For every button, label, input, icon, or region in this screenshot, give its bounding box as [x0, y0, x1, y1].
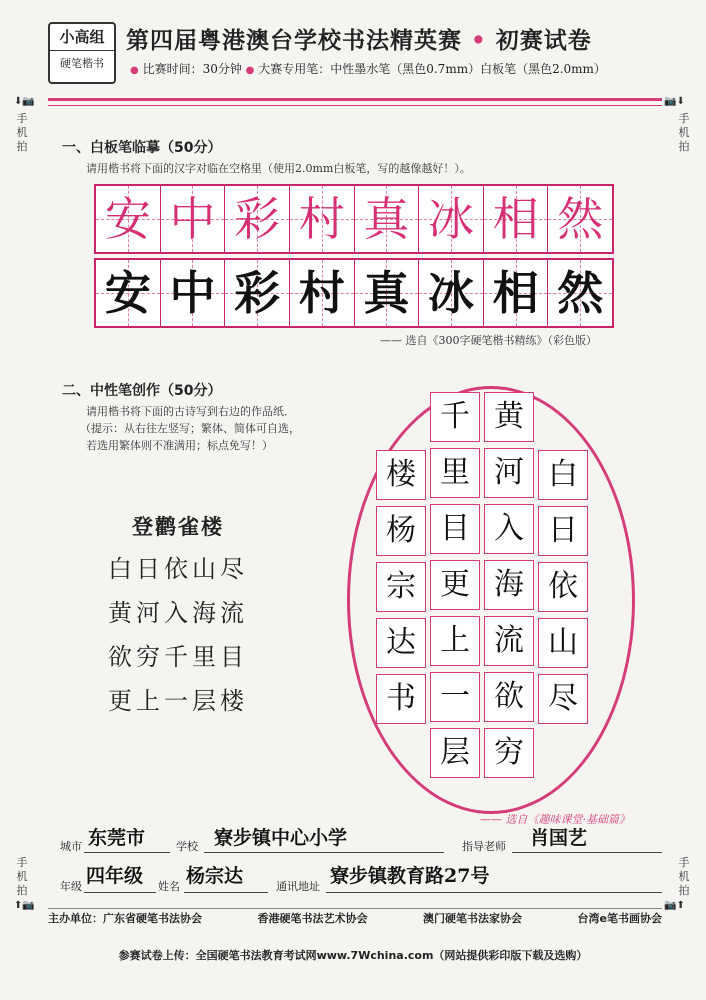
name-label: 姓名	[158, 880, 180, 893]
section2-note-line-3: 若选用繁体则不准满用；标点免写！）	[86, 439, 273, 452]
artwork-cell: 海	[484, 560, 534, 610]
artwork-cell: 入	[484, 504, 534, 554]
city-label: 城市	[60, 840, 82, 853]
artwork-column-4	[376, 450, 426, 724]
artwork-cell: 千	[430, 392, 480, 442]
section1-instructions: 请用楷书将下面的汉字对临在空格里（使用2.0mm白板笔，写的越像越好！）。	[86, 162, 471, 175]
written-cell	[484, 260, 549, 326]
written-char: 相	[492, 266, 539, 320]
model-char: 然	[557, 192, 604, 246]
model-char: 真	[363, 192, 410, 246]
organizer: 主办单位：广东省硬笔书法协会	[48, 912, 202, 925]
artwork-cell: 杨	[376, 506, 426, 556]
teacher-value[interactable]: 肖国艺	[530, 827, 588, 849]
group-badge	[48, 22, 116, 84]
poem-line: 白日依山尽	[108, 555, 248, 583]
grade-label: 年级	[60, 880, 82, 893]
section2-heading: 二、中性笔创作（50分）	[62, 383, 222, 399]
artwork-cell: 上	[430, 616, 480, 666]
teacher-label: 指导老师	[462, 840, 506, 853]
written-char: 彩	[234, 266, 281, 320]
camera-down-icon: ⬇📷	[14, 96, 35, 107]
artwork-cell: 里	[430, 448, 480, 498]
side-char: 手	[678, 112, 690, 125]
model-cell	[290, 186, 355, 252]
teacher-underline	[512, 852, 662, 853]
artwork-column-1	[538, 450, 588, 724]
info-bullet-1: ●	[130, 65, 139, 76]
camera-up-icon: 📷⬆	[664, 900, 685, 911]
section1-heading: 一、白板笔临摹（50分）	[62, 140, 222, 156]
model-char: 村	[298, 192, 345, 246]
title-dot: •	[471, 27, 487, 54]
school-underline	[204, 852, 444, 853]
artwork-cell: 白	[538, 450, 588, 500]
title-main: 第四届粤港澳台学校书法精英赛	[126, 27, 462, 54]
artwork-cell: 一	[430, 672, 480, 722]
exam-info	[130, 60, 606, 80]
artwork-column-3	[430, 392, 480, 778]
side-char: 机	[16, 126, 28, 139]
poem-line: 更上一层楼	[108, 687, 248, 715]
header-rule-thin	[48, 105, 662, 106]
side-char: 机	[678, 126, 690, 139]
organizers-list	[48, 910, 662, 928]
artwork-cell: 穷	[484, 728, 534, 778]
artwork-cell: 更	[430, 560, 480, 610]
written-char: 然	[557, 266, 604, 320]
section2-note-line-2: （提示：从右往左竖写；繁体、简体可自选，	[80, 422, 300, 435]
model-cell	[355, 186, 420, 252]
grade-value[interactable]: 四年级	[86, 865, 144, 887]
written-char-grid	[94, 258, 614, 328]
written-char: 真	[363, 266, 410, 320]
written-cell	[96, 260, 161, 326]
poem-line: 黄河入海流	[108, 599, 248, 627]
model-char: 安	[104, 192, 151, 246]
poem-line: 欲穷千里目	[108, 643, 248, 671]
title-sub: 初赛试卷	[495, 27, 592, 54]
written-char: 安	[104, 266, 151, 320]
phone-photo-label-left-bottom	[15, 856, 29, 898]
written-char: 中	[169, 266, 216, 320]
written-char: 冰	[427, 266, 474, 320]
side-char: 拍	[678, 140, 690, 153]
model-cell	[419, 186, 484, 252]
model-char: 冰	[427, 192, 474, 246]
model-char: 中	[169, 192, 216, 246]
organizer: 台湾e笔书画协会	[577, 912, 662, 925]
camera-up-icon: ⬆📷	[14, 900, 35, 911]
written-cell	[290, 260, 355, 326]
side-char: 机	[678, 870, 690, 883]
artwork-cell: 层	[430, 728, 480, 778]
badge-category-label: 硬笔楷书	[60, 57, 104, 70]
info-bullet-2: ●	[245, 65, 255, 76]
address-value[interactable]: 寮步镇教育路27号	[330, 865, 490, 887]
artwork-cell: 河	[484, 448, 534, 498]
written-cell	[225, 260, 290, 326]
artwork-column-2	[484, 392, 534, 778]
header-rule-thick	[48, 98, 662, 101]
side-char: 拍	[16, 884, 28, 897]
footer-rule	[48, 908, 662, 909]
artwork-cell: 日	[538, 506, 588, 556]
artwork-cell: 依	[538, 562, 588, 612]
city-value[interactable]: 东莞市	[88, 827, 146, 849]
artwork-cell: 宗	[376, 562, 426, 612]
model-cell	[548, 186, 612, 252]
model-cell	[484, 186, 549, 252]
grade-underline	[84, 892, 156, 893]
artwork-cell: 达	[376, 618, 426, 668]
section2-note-line-1: 请用楷书将下面的古诗写到右边的作品纸．	[86, 405, 295, 418]
model-cell	[161, 186, 226, 252]
side-char: 拍	[16, 140, 28, 153]
address-underline	[326, 892, 662, 893]
written-cell	[355, 260, 420, 326]
side-char: 机	[16, 870, 28, 883]
model-char-grid	[94, 184, 614, 254]
model-char: 彩	[234, 192, 281, 246]
side-char: 手	[16, 856, 28, 869]
artwork-cell: 尽	[538, 674, 588, 724]
organizer: 澳门硬笔书法家协会	[423, 912, 522, 925]
phone-photo-label-right-bottom	[677, 856, 691, 898]
side-char: 拍	[678, 884, 690, 897]
artwork-cell: 楼	[376, 450, 426, 500]
phone-photo-label-right-top	[677, 112, 691, 154]
section2-source: —— 选自《趣味课堂·基础篇》	[480, 813, 630, 826]
model-char: 相	[492, 192, 539, 246]
written-cell	[419, 260, 484, 326]
city-underline	[84, 852, 170, 853]
model-cell	[225, 186, 290, 252]
badge-group-label: 小高组	[50, 24, 114, 51]
address-label: 通讯地址	[276, 880, 320, 893]
school-label: 学校	[176, 840, 198, 853]
name-value[interactable]: 杨宗达	[186, 865, 244, 887]
organizer: 香港硬笔书法艺术协会	[257, 912, 368, 925]
artwork-cell: 书	[376, 674, 426, 724]
exam-time: 比赛时间：30分钟	[142, 62, 242, 76]
name-underline	[184, 892, 268, 893]
written-cell	[548, 260, 612, 326]
artwork-cell: 山	[538, 618, 588, 668]
upload-notice: 参赛试卷上传：全国硬笔书法教育考试网www.7Wchina.com（网站提供彩印版下载及选购）	[118, 949, 588, 962]
poem-title: 登鹳雀楼	[132, 515, 224, 539]
camera-down-icon: 📷⬇	[664, 96, 685, 107]
artwork-cell: 欲	[484, 672, 534, 722]
written-char: 村	[298, 266, 345, 320]
artwork-cell: 黄	[484, 392, 534, 442]
exam-pens: 大赛专用笔：中性墨水笔（黑色0.7mm）白板笔（黑色2.0mm）	[258, 62, 606, 76]
section1-source: —— 选自《300字硬笔楷书精练》（彩色版）	[380, 334, 597, 347]
school-value[interactable]: 寮步镇中心小学	[214, 827, 348, 849]
side-char: 手	[678, 856, 690, 869]
artwork-cell: 目	[430, 504, 480, 554]
artwork-cell: 流	[484, 616, 534, 666]
model-cell	[96, 186, 161, 252]
phone-photo-label-left-top	[15, 112, 29, 154]
side-char: 手	[16, 112, 28, 125]
written-cell	[161, 260, 226, 326]
page-title	[126, 24, 592, 58]
